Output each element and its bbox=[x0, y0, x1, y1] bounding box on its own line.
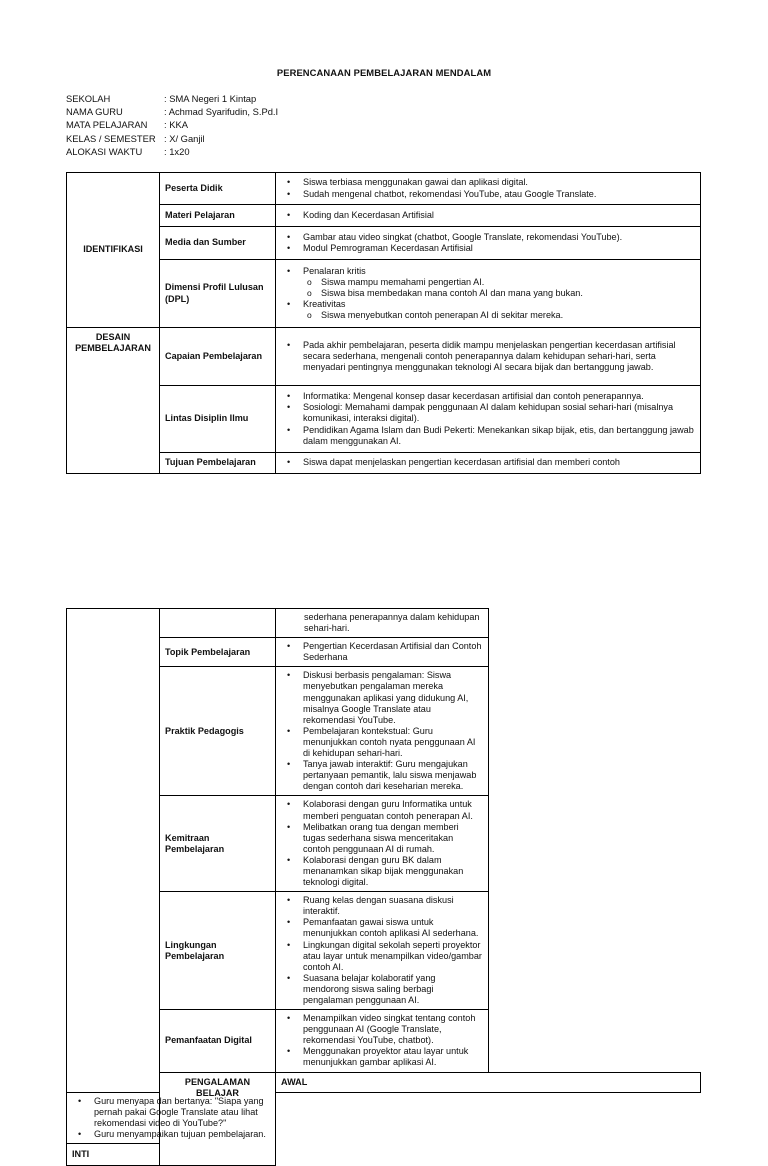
dpl-dimension: Kreativitas bbox=[303, 299, 346, 310]
info-key: NAMA GURU bbox=[66, 106, 123, 118]
info-key: SEKOLAH bbox=[66, 93, 111, 104]
row-label-empty bbox=[160, 609, 276, 638]
sub-list-item: o Siswa menyebutkan contoh penerapan AI di sekitar mereka. bbox=[321, 310, 695, 321]
table-row bbox=[67, 227, 701, 260]
info-row-sekolah bbox=[66, 92, 278, 105]
list-item: • Sudah mengenal chatbot, rekomendasi YouTube, atau Google Translate. bbox=[303, 189, 695, 200]
info-key: MATA PELAJARAN bbox=[66, 119, 148, 131]
row-label-lingkungan: Lingkungan Pembelajaran bbox=[160, 892, 276, 1010]
list-item: • Pembelajaran kontekstual: Guru menunjukkan contoh nyata penggunaan AI di kehidupan sehari-hari. bbox=[303, 726, 483, 759]
info-key: KELAS / SEMESTER bbox=[66, 132, 156, 144]
table-row bbox=[67, 638, 701, 667]
row-content-media bbox=[276, 227, 701, 260]
row-content-tujuan-continued: sederhana penerapannya dalam kehidupan sehari-hari. bbox=[276, 609, 489, 638]
document-title: PERENCANAAN PEMBELAJARAN MENDALAM bbox=[276, 67, 492, 78]
row-content-tujuan bbox=[276, 453, 701, 474]
stage-awal: AWAL bbox=[276, 1072, 701, 1092]
list-item: • Pendidikan Agama Islam dan Budi Pekerti: Menekankan sikap bijak, etis, dan bertanggung jawab dalam menggunakan AI. bbox=[303, 425, 695, 447]
info-row-nama-guru bbox=[66, 105, 278, 118]
section-pengalaman: PENGALAMAN BELAJAR bbox=[160, 1072, 276, 1165]
row-content-topik bbox=[276, 638, 489, 667]
row-content-praktik bbox=[276, 667, 489, 796]
table-row bbox=[67, 1092, 701, 1143]
info-value: : KKA bbox=[164, 119, 188, 131]
row-label-tujuan: Tujuan Pembelajaran bbox=[160, 453, 276, 474]
list-item: • Kolaborasi dengan guru BK dalam menanamkan sikap bijak menggunakan teknologi digital. bbox=[303, 855, 483, 888]
info-value: : Achmad Syarifudin, S.Pd.I bbox=[164, 106, 279, 118]
row-label-kemitraan: Kemitraan Pembelajaran bbox=[160, 796, 276, 892]
table-row bbox=[67, 328, 701, 386]
table-row bbox=[67, 667, 701, 796]
table-row bbox=[67, 892, 701, 1010]
table-row bbox=[67, 453, 701, 474]
identity-block bbox=[66, 92, 278, 158]
row-content-lintas bbox=[276, 386, 701, 453]
list-item: • Lingkungan digital sekolah seperti proyektor atau layar untuk menampilkan video/gambar contoh AI. bbox=[303, 940, 483, 973]
row-content-peserta-didik bbox=[276, 173, 701, 205]
info-value: : X/ Ganjil bbox=[164, 132, 205, 144]
list-item: • Pada akhir pembelajaran, peserta didik mampu menjelaskan pengertian kecerdasan artifisial secara sederhana, mengenali contoh penerapannya dalam kehidupan sehari-hari, serta menyadari pentingnya menggunakan teknologi AI secara bijak dan bertanggung jawab. bbox=[303, 340, 695, 373]
row-content-kemitraan bbox=[276, 796, 489, 892]
list-item: • Menampilkan video singkat tentang contoh penggunaan AI (Google Translate, rekomendasi YouTube, chatbot). bbox=[303, 1013, 483, 1046]
list-item: • Menggunakan proyektor atau layar untuk menunjukkan gambar aplikasi AI. bbox=[303, 1046, 483, 1068]
list-item: • Pengertian Kecerdasan Artifisial dan Contoh Sederhana bbox=[303, 641, 483, 663]
list-item: • Siswa terbiasa menggunakan gawai dan aplikasi digital. bbox=[303, 177, 695, 188]
row-content-materi bbox=[276, 205, 701, 227]
list-item: • Tanya jawab interaktif: Guru mengajukan pertanyaan pemantik, lalu siswa menjawab dengan contoh dari keseharian mereka. bbox=[303, 759, 483, 792]
table-row bbox=[67, 1072, 701, 1092]
info-key: ALOKASI WAKTU bbox=[66, 145, 143, 157]
list-item: • Diskusi berbasis pengalaman: Siswa menyebutkan pengalaman mereka menggunakan aplikasi yang didukung AI, misalnya Google Translate atau rekomendasi YouTube. bbox=[303, 670, 483, 725]
list-item: • Melibatkan orang tua dengan memberi tugas sederhana siswa menceritakan contoh penggunaan AI di rumah. bbox=[303, 822, 483, 855]
list-item: • Suasana belajar kolaboratif yang mendorong siswa saling berbagi pengalaman penggunaan AI. bbox=[303, 973, 483, 1006]
row-content-lingkungan bbox=[276, 892, 489, 1010]
row-label-digital: Pemanfaatan Digital bbox=[160, 1010, 276, 1072]
plan-table-page-1 bbox=[66, 172, 701, 474]
section-desain-continued bbox=[67, 609, 160, 1093]
list-item bbox=[303, 299, 695, 321]
stage-awal-content bbox=[67, 1092, 276, 1143]
stage-inti: INTI bbox=[67, 1143, 276, 1165]
table-row bbox=[67, 796, 701, 892]
row-label-materi: Materi Pelajaran bbox=[160, 205, 276, 227]
list-item: • Ruang kelas dengan suasana diskusi interaktif. bbox=[303, 895, 483, 917]
table-row bbox=[67, 260, 701, 328]
row-label-media: Media dan Sumber bbox=[160, 227, 276, 260]
row-label-dpl: Dimensi Profil Lulusan (DPL) bbox=[160, 260, 276, 328]
table-row bbox=[67, 173, 701, 205]
row-label-topik: Topik Pembelajaran bbox=[160, 638, 276, 667]
row-content-digital bbox=[276, 1010, 489, 1072]
table-row bbox=[67, 1143, 701, 1165]
list-item: • Koding dan Kecerdasan Artifisial bbox=[303, 210, 695, 221]
list-item: • Kolaborasi dengan guru Informatika untuk memberi penguatan contoh penerapan AI. bbox=[303, 799, 483, 821]
table-row bbox=[67, 609, 701, 638]
table-row bbox=[67, 1010, 701, 1072]
list-item: • Guru menyapa dan bertanya: "Siapa yang pernah pakai Google Translate atau lihat rekomendasi video di YouTube?" bbox=[94, 1096, 270, 1129]
info-row-mata-pelajaran bbox=[66, 118, 278, 131]
list-item: • Gambar atau video singkat (chatbot, Google Translate, rekomendasi YouTube). bbox=[303, 232, 695, 243]
list-item: • Modul Pemrograman Kecerdasan Artifisial bbox=[303, 243, 695, 254]
info-value: : 1x20 bbox=[164, 145, 190, 157]
sub-list-item: o Siswa mampu memahami pengertian AI. bbox=[321, 277, 695, 288]
row-label-praktik: Praktik Pedagogis bbox=[160, 667, 276, 796]
sub-list-item: o Siswa bisa membedakan mana contoh AI dan mana yang bukan. bbox=[321, 288, 695, 299]
plan-table-page-2 bbox=[66, 608, 701, 1166]
info-value: : SMA Negeri 1 Kintap bbox=[164, 93, 257, 104]
row-content-dpl bbox=[276, 260, 701, 328]
info-row-kelas-semester bbox=[66, 132, 278, 145]
row-label-lintas: Lintas Disiplin Ilmu bbox=[160, 386, 276, 453]
list-item: • Informatika: Mengenal konsep dasar kecerdasan artifisial dan contoh penerapannya. bbox=[303, 391, 695, 402]
list-item bbox=[303, 266, 695, 299]
info-row-alokasi-waktu bbox=[66, 145, 278, 158]
row-label-capaian: Capaian Pembelajaran bbox=[160, 328, 276, 386]
table-row bbox=[67, 205, 701, 227]
list-item: • Siswa dapat menjelaskan pengertian kecerdasan artifisial dan memberi contoh bbox=[303, 457, 695, 468]
section-identifikasi: IDENTIFIKASI bbox=[67, 173, 160, 328]
dpl-dimension: Penalaran kritis bbox=[303, 265, 366, 276]
list-item: • Sosiologi: Memahami dampak penggunaan AI dalam kehidupan sosial sehari-hari (misalnya komunikasi, interaksi digital). bbox=[303, 402, 695, 424]
section-desain: DESAIN PEMBELAJARAN bbox=[67, 328, 160, 474]
row-label-peserta-didik: Peserta Didik bbox=[160, 173, 276, 205]
row-content-capaian bbox=[276, 328, 701, 386]
table-row bbox=[67, 386, 701, 453]
list-item: • Pemanfaatan gawai siswa untuk menunjukkan contoh aplikasi AI sederhana. bbox=[303, 917, 483, 939]
list-item: • Guru menyampaikan tujuan pembelajaran. bbox=[94, 1129, 270, 1140]
